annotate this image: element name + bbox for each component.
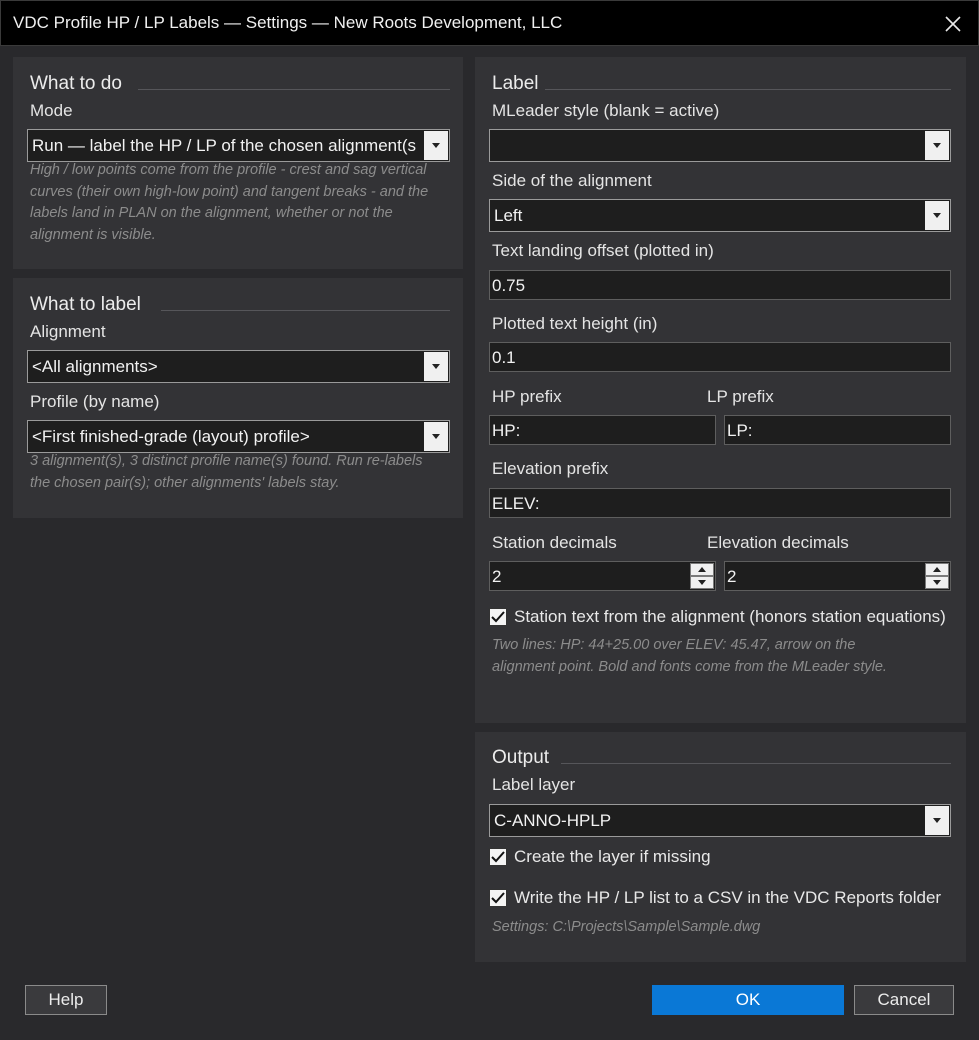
hp-prefix-input-value: HP: (492, 421, 521, 440)
help-button[interactable]: Help (25, 985, 107, 1015)
hp-prefix-label: HP prefix (492, 387, 562, 406)
chevron-down-icon[interactable] (424, 131, 448, 160)
spin-up-button[interactable] (925, 563, 949, 576)
create-layer-checkbox[interactable] (489, 848, 507, 866)
lp-prefix-input[interactable] (724, 415, 951, 445)
text-height-input[interactable] (489, 342, 951, 372)
chevron-down-icon[interactable] (424, 352, 448, 381)
label-layer-select[interactable] (489, 804, 951, 837)
profile-select[interactable] (27, 420, 450, 453)
elevation-prefix-input-value: ELEV: (492, 494, 540, 513)
cancel-button[interactable]: Cancel (854, 985, 954, 1015)
chevron-down-icon (933, 580, 941, 585)
spin-down-button[interactable] (925, 576, 949, 589)
elevation-prefix-label: Elevation prefix (492, 459, 609, 478)
spin-up-button[interactable] (690, 563, 714, 576)
window-title: VDC Profile HP / LP Labels — Settings — New Roots Development, LLC (13, 13, 563, 32)
output-title: Output (492, 747, 550, 768)
section-divider (161, 310, 450, 311)
station-decimals-value: 2 (492, 567, 502, 586)
create-layer-checkbox-row[interactable] (489, 846, 959, 868)
side-label: Side of the alignment (492, 171, 652, 190)
elevation-decimals-label: Elevation decimals (707, 533, 849, 552)
what-to-do-title: What to do (30, 73, 122, 94)
label-help-text: Two lines: HP: 44+25.00 over ELEV: 45.47, arrow on the alignment point. Bold and fonts come from the MLeader style. (492, 637, 887, 675)
chevron-up-icon (698, 567, 706, 572)
label-layer-label: Label layer (492, 775, 576, 794)
lp-prefix-label: LP prefix (707, 387, 774, 406)
mleader-style-select[interactable] (489, 129, 951, 162)
elevation-prefix-input[interactable] (489, 488, 951, 518)
side-select[interactable] (489, 199, 951, 232)
text-height-input-value: 0.1 (492, 348, 516, 367)
chevron-up-icon (933, 567, 941, 572)
profile-select-value: <First finished-grade (layout) profile> (32, 427, 310, 446)
title-bar (0, 0, 979, 46)
station-text-checkbox-row[interactable] (489, 606, 966, 628)
label-panel (475, 57, 966, 723)
section-divider (545, 89, 951, 90)
output-panel (475, 732, 966, 962)
alignment-select[interactable] (27, 350, 450, 383)
alignment-label: Alignment (30, 322, 106, 341)
chevron-down-icon[interactable] (925, 201, 949, 230)
chevron-down-icon[interactable] (925, 131, 949, 160)
close-icon (945, 16, 961, 32)
chevron-down-icon[interactable] (925, 806, 949, 835)
spin-down-button[interactable] (690, 576, 714, 589)
profile-help-text: 3 alignment(s), 3 distinct profile name(s) found. Run re-labels the chosen pair(s); other alignments' labels stay. (30, 453, 423, 491)
chevron-down-icon[interactable] (424, 422, 448, 451)
label-title: Label (492, 73, 539, 94)
hp-prefix-input[interactable] (489, 415, 716, 445)
ok-button[interactable]: OK (652, 985, 844, 1015)
mode-select-value: Run — label the HP / LP of the chosen alignment(s (32, 136, 416, 155)
station-text-checkbox-label: Station text from the alignment (honors station equations) (514, 607, 946, 626)
checkmark-icon (491, 611, 505, 623)
side-select-value: Left (494, 206, 523, 225)
station-text-checkbox[interactable] (489, 608, 507, 626)
mode-help-text: High / low points come from the profile - crest and sag vertical curves (their own high-low point) and tangent breaks - and the labels land in PLAN on the alignment, whether or not the alignment is visible. (30, 162, 429, 243)
station-decimals-label: Station decimals (492, 533, 617, 552)
checkmark-icon (491, 851, 505, 863)
section-divider (561, 763, 951, 764)
offset-input-value: 0.75 (492, 276, 526, 295)
csv-checkbox[interactable] (489, 889, 507, 907)
label-layer-value: C-ANNO-HPLP (494, 811, 612, 830)
checkmark-icon (491, 892, 505, 904)
close-button[interactable] (940, 11, 966, 37)
create-layer-checkbox-label: Create the layer if missing (514, 847, 711, 866)
lp-prefix-input-value: LP: (727, 421, 753, 440)
what-to-label-title: What to label (30, 294, 141, 315)
what-to-do-panel (13, 57, 463, 269)
elevation-decimals-value: 2 (727, 567, 737, 586)
section-divider (138, 89, 450, 90)
offset-label: Text landing offset (plotted in) (492, 241, 714, 260)
mode-select[interactable] (27, 129, 450, 162)
alignment-select-value: <All alignments> (32, 357, 158, 376)
chevron-down-icon (698, 580, 706, 585)
mleader-style-label: MLeader style (blank = active) (492, 101, 720, 120)
profile-label: Profile (by name) (30, 392, 160, 411)
station-decimals-stepper[interactable] (489, 561, 716, 591)
settings-path-text: Settings: C:\Projects\Sample\Sample.dwg (492, 919, 761, 935)
what-to-label-panel (13, 278, 463, 518)
elevation-decimals-stepper[interactable] (724, 561, 951, 591)
mode-label: Mode (30, 101, 73, 120)
offset-input[interactable] (489, 270, 951, 300)
csv-checkbox-row[interactable] (489, 887, 966, 909)
text-height-label: Plotted text height (in) (492, 314, 658, 333)
csv-checkbox-label: Write the HP / LP list to a CSV in the VDC Reports folder (514, 888, 942, 907)
